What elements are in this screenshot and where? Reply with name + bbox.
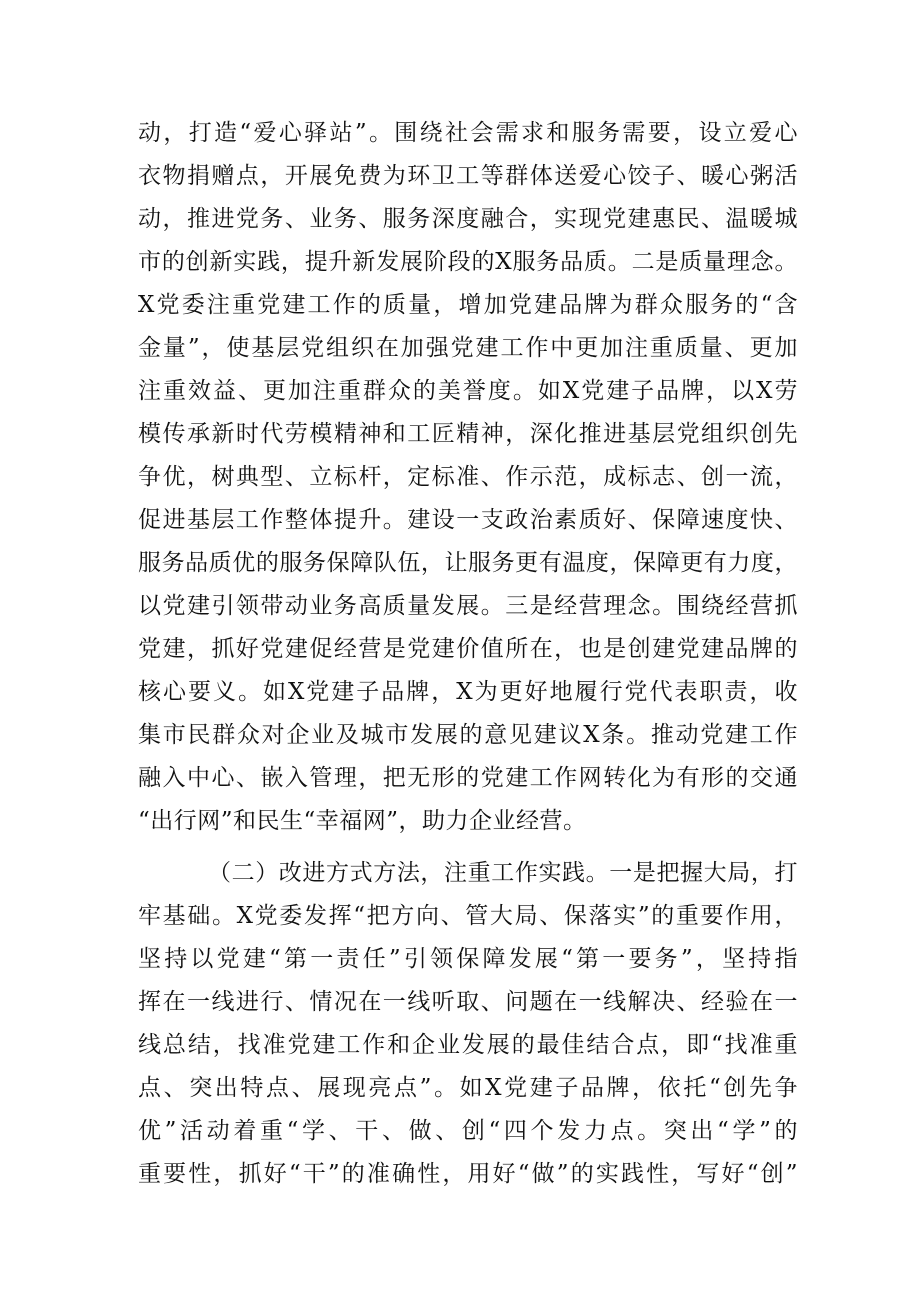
- text-line: 模传承新时代劳模精神和工匠精神，深化推进基层党组织创先: [138, 421, 798, 447]
- text-line: 注重效益、更加注重群众的美誉度。如X党建子品牌，以X劳: [138, 378, 798, 404]
- text-line: 党建，抓好党建促经营是党建价值所在，也是创建党建品牌的: [138, 636, 798, 662]
- text-line: 牢基础。X党委发挥“把方向、管大局、保落实”的重要作用，: [138, 903, 798, 929]
- text-line: 核心要义。如X党建子品牌，X为更好地履行党代表职责，收: [138, 679, 798, 705]
- text-line: 融入中心、嵌入管理，把无形的党建工作网转化为有形的交通: [138, 765, 798, 791]
- text-line: 服务品质优的服务保障队伍，让服务更有温度，保障更有力度，: [138, 550, 798, 576]
- text-line: 动，打造“爱心驿站”。围绕社会需求和服务需要，设立爱心: [138, 120, 798, 146]
- text-line: 动，推进党务、业务、服务深度融合，实现党建惠民、温暖城: [138, 206, 798, 232]
- text-line: X党委注重党建工作的质量，增加党建品牌为群众服务的“含: [138, 292, 798, 318]
- text-line: 衣物捐赠点，开展免费为环卫工等群体送爱心饺子、暖心粥活: [138, 163, 798, 189]
- text-line: 挥在一线进行、情况在一线听取、问题在一线解决、经验在一: [138, 989, 798, 1015]
- text-line: 集市民群众对企业及城市发展的意见建议X条。推动党建工作: [138, 722, 798, 748]
- paragraph-1: [138, 112, 798, 843]
- text-line: （二）改进方式方法，注重工作实践。一是把握大局，打: [208, 860, 798, 886]
- text-line: 以党建引领带动业务高质量发展。三是经营理念。围绕经营抓: [138, 593, 798, 619]
- text-line: 线总结，找准党建工作和企业发展的最佳结合点，即“找准重: [138, 1032, 798, 1058]
- text-line: 坚持以党建“第一责任”引领保障发展“第一要务”，坚持指: [138, 946, 798, 972]
- text-line: 促进基层工作整体提升。建设一支政治素质好、保障速度快、: [138, 507, 798, 533]
- paragraph-2: [138, 852, 798, 1196]
- text-line: 点、突出特点、展现亮点”。如X党建子品牌，依托“创先争: [138, 1075, 798, 1101]
- text-line: 市的创新实践，提升新发展阶段的X服务品质。二是质量理念。: [138, 249, 798, 275]
- text-line: 争优，树典型、立标杆，定标准、作示范，成标志、创一流，: [138, 464, 798, 490]
- text-line: 优”活动着重“学、干、做、创“四个发力点。突出“学”的: [138, 1118, 798, 1144]
- text-line: 重要性，抓好“干”的准确性，用好“做”的实践性，写好“创”: [138, 1161, 798, 1187]
- text-line: 金量”，使基层党组织在加强党建工作中更加注重质量、更加: [138, 335, 798, 361]
- text-line: “出行网”和民生“幸福网”，助力企业经营。: [138, 808, 587, 834]
